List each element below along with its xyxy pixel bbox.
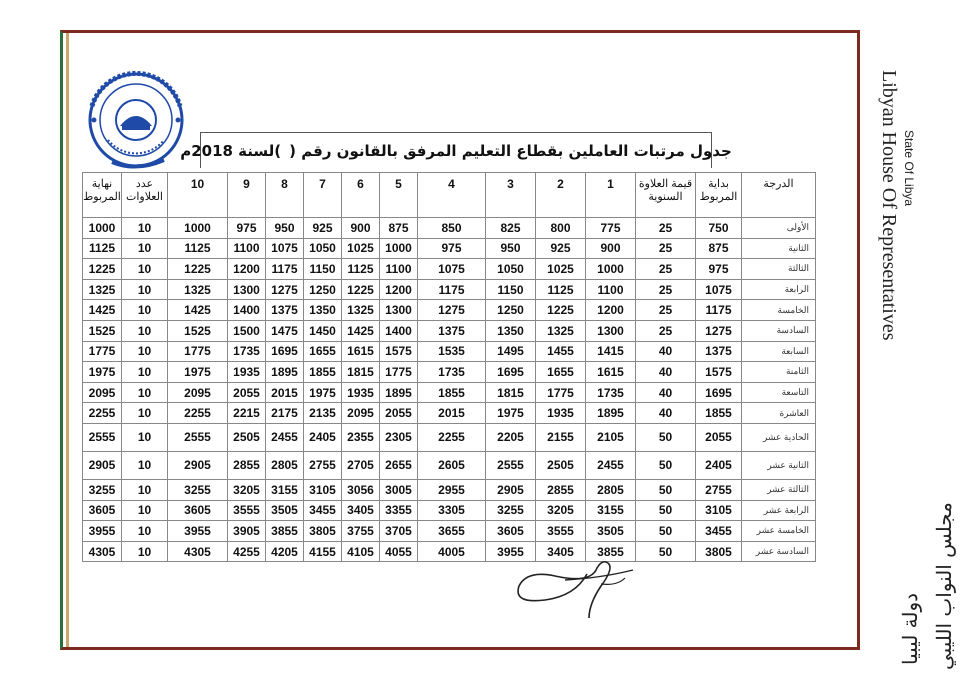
cell-step-3: 950	[486, 238, 536, 259]
cell-step-6: 4105	[342, 541, 380, 562]
cell-end: 1325	[83, 279, 122, 300]
cell-step-9: 2505	[228, 423, 266, 451]
table-row	[83, 403, 816, 424]
cell-step-1: 3855	[586, 541, 636, 562]
cell-step-2: 1455	[536, 341, 586, 362]
cell-step-8: 2015	[266, 382, 304, 403]
cell-step-1: 1415	[586, 341, 636, 362]
cell-start: 3455	[696, 521, 742, 542]
title-year: )لسنة 2018م	[180, 141, 282, 160]
table-row	[83, 541, 816, 562]
cell-raise: 25	[636, 238, 696, 259]
cell-step-7: 1975	[304, 382, 342, 403]
cell-start: 2055	[696, 423, 742, 451]
cell-step-7: 3105	[304, 479, 342, 500]
table-row	[83, 218, 816, 239]
cell-step-3: 1975	[486, 403, 536, 424]
cell-start: 1375	[696, 341, 742, 362]
signature-icon	[505, 556, 645, 622]
cell-end: 3955	[83, 521, 122, 542]
cell-count: 10	[122, 341, 168, 362]
table-header-row	[83, 173, 816, 218]
cell-step-1: 900	[586, 238, 636, 259]
cell-step-9: 1200	[228, 259, 266, 280]
cell-end: 2255	[83, 403, 122, 424]
cell-step-7: 3805	[304, 521, 342, 542]
header-raise: قيمة العلاوة السنوية	[636, 173, 696, 218]
cell-step-10: 1000	[168, 218, 228, 239]
header-english	[878, 40, 948, 341]
cell-step-3: 3255	[486, 500, 536, 521]
cell-raise: 50	[636, 521, 696, 542]
cell-step-2: 2155	[536, 423, 586, 451]
cell-step-7: 925	[304, 218, 342, 239]
cell-step-5: 2055	[380, 403, 418, 424]
cell-start: 3105	[696, 500, 742, 521]
cell-grade: الثامنة	[742, 362, 816, 383]
cell-step-9: 1400	[228, 300, 266, 321]
cell-step-10: 2905	[168, 451, 228, 479]
cell-step-1: 775	[586, 218, 636, 239]
header-count: عدد العلاوات	[122, 173, 168, 218]
cell-end: 1775	[83, 341, 122, 362]
cell-step-5: 3355	[380, 500, 418, 521]
cell-raise: 25	[636, 259, 696, 280]
cell-step-6: 1025	[342, 238, 380, 259]
cell-count: 10	[122, 300, 168, 321]
cell-step-10: 1525	[168, 320, 228, 341]
cell-start: 1575	[696, 362, 742, 383]
cell-step-4: 2955	[418, 479, 486, 500]
cell-step-1: 1200	[586, 300, 636, 321]
cell-step-9: 2215	[228, 403, 266, 424]
cell-step-6: 3755	[342, 521, 380, 542]
cell-start: 975	[696, 259, 742, 280]
cell-step-2: 1225	[536, 300, 586, 321]
cell-step-9: 3555	[228, 500, 266, 521]
cell-step-7: 1855	[304, 362, 342, 383]
cell-step-5: 1895	[380, 382, 418, 403]
cell-step-4: 850	[418, 218, 486, 239]
cell-grade: الرابعة عشر	[742, 500, 816, 521]
cell-step-9: 975	[228, 218, 266, 239]
cell-step-8: 3505	[266, 500, 304, 521]
cell-step-1: 1300	[586, 320, 636, 341]
table-row	[83, 238, 816, 259]
cell-start: 875	[696, 238, 742, 259]
cell-step-8: 3155	[266, 479, 304, 500]
cell-step-7: 1450	[304, 320, 342, 341]
cell-raise: 40	[636, 362, 696, 383]
cell-step-10: 1125	[168, 238, 228, 259]
cell-step-3: 1250	[486, 300, 536, 321]
cell-step-7: 3455	[304, 500, 342, 521]
cell-end: 2095	[83, 382, 122, 403]
cell-step-6: 1125	[342, 259, 380, 280]
cell-step-6: 3405	[342, 500, 380, 521]
cell-step-9: 1100	[228, 238, 266, 259]
cell-raise: 25	[636, 218, 696, 239]
cell-end: 1425	[83, 300, 122, 321]
cell-step-10: 4305	[168, 541, 228, 562]
cell-step-7: 2755	[304, 451, 342, 479]
cell-raise: 50	[636, 541, 696, 562]
cell-grade: الثانية عشر	[742, 451, 816, 479]
cell-step-4: 975	[418, 238, 486, 259]
table-row	[83, 341, 816, 362]
cell-step-6: 2095	[342, 403, 380, 424]
cell-step-9: 4255	[228, 541, 266, 562]
cell-grade: الأولى	[742, 218, 816, 239]
cell-grade: الرابعة	[742, 279, 816, 300]
cell-step-5: 1575	[380, 341, 418, 362]
cell-step-3: 1350	[486, 320, 536, 341]
cell-step-10: 1975	[168, 362, 228, 383]
table-row	[83, 479, 816, 500]
arabic-state-label: دولة ليبيا	[898, 592, 922, 665]
cell-step-8: 2455	[266, 423, 304, 451]
cell-step-4: 1535	[418, 341, 486, 362]
cell-step-1: 3505	[586, 521, 636, 542]
header-step-6: 6	[342, 173, 380, 218]
cell-step-10: 3255	[168, 479, 228, 500]
cell-grade: الخامسة عشر	[742, 521, 816, 542]
cell-count: 10	[122, 423, 168, 451]
cell-step-4: 2255	[418, 423, 486, 451]
cell-grade: السادسة	[742, 320, 816, 341]
header-grade: الدرجة	[742, 173, 816, 218]
cell-end: 1000	[83, 218, 122, 239]
cell-step-6: 1935	[342, 382, 380, 403]
cell-raise: 25	[636, 320, 696, 341]
cell-step-6: 2355	[342, 423, 380, 451]
cell-step-10: 2555	[168, 423, 228, 451]
cell-step-5: 3005	[380, 479, 418, 500]
table-title	[180, 132, 732, 168]
cell-step-4: 1275	[418, 300, 486, 321]
header-step-5: 5	[380, 173, 418, 218]
cell-step-4: 1375	[418, 320, 486, 341]
cell-step-4: 1175	[418, 279, 486, 300]
cell-grade: الثالثة عشر	[742, 479, 816, 500]
header-end: نهاية المربوط	[83, 173, 122, 218]
cell-step-8: 3855	[266, 521, 304, 542]
cell-start: 1175	[696, 300, 742, 321]
cell-raise: 40	[636, 382, 696, 403]
cell-start: 3805	[696, 541, 742, 562]
cell-end: 1125	[83, 238, 122, 259]
cell-grade: التاسعة	[742, 382, 816, 403]
cell-step-3: 1050	[486, 259, 536, 280]
cell-step-2: 1325	[536, 320, 586, 341]
cell-grade: الخامسة	[742, 300, 816, 321]
cell-step-8: 4205	[266, 541, 304, 562]
cell-start: 2405	[696, 451, 742, 479]
cell-step-4: 2605	[418, 451, 486, 479]
cell-step-2: 925	[536, 238, 586, 259]
cell-step-5: 1000	[380, 238, 418, 259]
cell-step-2: 2505	[536, 451, 586, 479]
cell-step-7: 1050	[304, 238, 342, 259]
cell-step-6: 2705	[342, 451, 380, 479]
header-step-9: 9	[228, 173, 266, 218]
cell-raise: 50	[636, 423, 696, 451]
cell-step-10: 1775	[168, 341, 228, 362]
cell-step-1: 1615	[586, 362, 636, 383]
cell-grade: الثانية	[742, 238, 816, 259]
cell-step-9: 1300	[228, 279, 266, 300]
header-arabic	[890, 480, 956, 680]
cell-step-9: 2855	[228, 451, 266, 479]
cell-step-1: 3155	[586, 500, 636, 521]
cell-step-8: 1475	[266, 320, 304, 341]
cell-step-9: 2055	[228, 382, 266, 403]
table-row	[83, 320, 816, 341]
cell-grade: الثالثة	[742, 259, 816, 280]
cell-step-6: 1815	[342, 362, 380, 383]
cell-step-9: 3205	[228, 479, 266, 500]
table-row	[83, 451, 816, 479]
header-step-7: 7	[304, 173, 342, 218]
cell-step-8: 1695	[266, 341, 304, 362]
header-start: بداية المربوط	[696, 173, 742, 218]
cell-step-4: 2015	[418, 403, 486, 424]
cell-step-8: 2805	[266, 451, 304, 479]
cell-step-3: 1495	[486, 341, 536, 362]
cell-raise: 40	[636, 341, 696, 362]
cell-count: 10	[122, 362, 168, 383]
cell-start: 1855	[696, 403, 742, 424]
cell-end: 4305	[83, 541, 122, 562]
cell-end: 3255	[83, 479, 122, 500]
cell-step-9: 3905	[228, 521, 266, 542]
cell-count: 10	[122, 238, 168, 259]
cell-step-10: 2095	[168, 382, 228, 403]
cell-count: 10	[122, 382, 168, 403]
cell-step-1: 2105	[586, 423, 636, 451]
cell-grade: العاشرة	[742, 403, 816, 424]
cell-step-3: 825	[486, 218, 536, 239]
cell-raise: 25	[636, 279, 696, 300]
cell-end: 1225	[83, 259, 122, 280]
cell-step-5: 1775	[380, 362, 418, 383]
cell-step-4: 3305	[418, 500, 486, 521]
table-row	[83, 362, 816, 383]
cell-step-7: 1350	[304, 300, 342, 321]
cell-end: 1525	[83, 320, 122, 341]
header-step-1: 1	[586, 173, 636, 218]
header-step-2: 2	[536, 173, 586, 218]
cell-raise: 50	[636, 500, 696, 521]
cell-count: 10	[122, 521, 168, 542]
cell-count: 10	[122, 541, 168, 562]
cell-step-6: 1225	[342, 279, 380, 300]
cell-step-6: 1615	[342, 341, 380, 362]
cell-count: 10	[122, 451, 168, 479]
cell-raise: 50	[636, 451, 696, 479]
cell-step-1: 1735	[586, 382, 636, 403]
cell-step-6: 1325	[342, 300, 380, 321]
cell-step-2: 1025	[536, 259, 586, 280]
cell-raise: 40	[636, 403, 696, 424]
cell-count: 10	[122, 479, 168, 500]
cell-step-5: 4055	[380, 541, 418, 562]
cell-start: 750	[696, 218, 742, 239]
cell-step-5: 2305	[380, 423, 418, 451]
cell-step-4: 1075	[418, 259, 486, 280]
cell-count: 10	[122, 320, 168, 341]
cell-step-3: 1815	[486, 382, 536, 403]
cell-step-2: 1935	[536, 403, 586, 424]
cell-step-6: 3056	[342, 479, 380, 500]
cell-step-10: 1425	[168, 300, 228, 321]
cell-end: 2905	[83, 451, 122, 479]
title-main: جدول مرتبات العاملين بقطاع التعليم المرفق بالقانون رقم (	[289, 141, 732, 160]
cell-count: 10	[122, 403, 168, 424]
cell-step-5: 1100	[380, 259, 418, 280]
cell-step-10: 3955	[168, 521, 228, 542]
cell-step-9: 1500	[228, 320, 266, 341]
cell-step-3: 3955	[486, 541, 536, 562]
cell-step-3: 2205	[486, 423, 536, 451]
cell-step-10: 2255	[168, 403, 228, 424]
cell-step-8: 950	[266, 218, 304, 239]
cell-start: 1075	[696, 279, 742, 300]
cell-step-2: 1125	[536, 279, 586, 300]
table-row	[83, 500, 816, 521]
cell-step-9: 1935	[228, 362, 266, 383]
cell-step-2: 3555	[536, 521, 586, 542]
cell-step-7: 4155	[304, 541, 342, 562]
cell-step-6: 1425	[342, 320, 380, 341]
cell-step-8: 1895	[266, 362, 304, 383]
cell-step-2: 1775	[536, 382, 586, 403]
cell-step-8: 1275	[266, 279, 304, 300]
cell-step-2: 800	[536, 218, 586, 239]
table-row	[83, 300, 816, 321]
cell-count: 10	[122, 259, 168, 280]
arabic-house-label: مجلس النواب الليبي	[932, 502, 956, 670]
cell-step-3: 1695	[486, 362, 536, 383]
cell-step-4: 1735	[418, 362, 486, 383]
cell-end: 1975	[83, 362, 122, 383]
cell-step-3: 1150	[486, 279, 536, 300]
cell-step-5: 1400	[380, 320, 418, 341]
table-row	[83, 423, 816, 451]
salary-table	[82, 172, 816, 562]
cell-raise: 50	[636, 479, 696, 500]
table-body	[83, 218, 816, 562]
cell-count: 10	[122, 500, 168, 521]
cell-step-1: 1000	[586, 259, 636, 280]
cell-start: 1695	[696, 382, 742, 403]
cell-step-10: 1225	[168, 259, 228, 280]
cell-step-3: 2905	[486, 479, 536, 500]
cell-step-5: 1300	[380, 300, 418, 321]
cell-grade: الحادية عشر	[742, 423, 816, 451]
cell-step-5: 3705	[380, 521, 418, 542]
cell-end: 3605	[83, 500, 122, 521]
header-step-4: 4	[418, 173, 486, 218]
cell-step-1: 2455	[586, 451, 636, 479]
cell-step-2: 3205	[536, 500, 586, 521]
cell-grade: السابعة	[742, 341, 816, 362]
cell-step-5: 875	[380, 218, 418, 239]
cell-step-9: 1735	[228, 341, 266, 362]
cell-step-1: 1895	[586, 403, 636, 424]
header-step-8: 8	[266, 173, 304, 218]
table-row	[83, 259, 816, 280]
cell-step-8: 1175	[266, 259, 304, 280]
cell-step-10: 3605	[168, 500, 228, 521]
cell-start: 2755	[696, 479, 742, 500]
cell-start: 1275	[696, 320, 742, 341]
cell-step-8: 1375	[266, 300, 304, 321]
cell-step-4: 3655	[418, 521, 486, 542]
cell-step-6: 900	[342, 218, 380, 239]
cell-step-8: 1075	[266, 238, 304, 259]
state-of-libya-label: State Of Libya	[902, 130, 916, 207]
cell-step-8: 2175	[266, 403, 304, 424]
header-step-10: 10	[168, 173, 228, 218]
cell-step-7: 1150	[304, 259, 342, 280]
table-row	[83, 382, 816, 403]
cell-step-5: 2655	[380, 451, 418, 479]
cell-raise: 25	[636, 300, 696, 321]
cell-step-4: 4005	[418, 541, 486, 562]
cell-step-7: 1655	[304, 341, 342, 362]
cell-step-10: 1325	[168, 279, 228, 300]
header-step-3: 3	[486, 173, 536, 218]
cell-count: 10	[122, 279, 168, 300]
cell-step-2: 3405	[536, 541, 586, 562]
table-row	[83, 279, 816, 300]
cell-step-2: 2855	[536, 479, 586, 500]
cell-step-2: 1655	[536, 362, 586, 383]
cell-step-7: 2405	[304, 423, 342, 451]
cell-end: 2555	[83, 423, 122, 451]
cell-step-7: 2135	[304, 403, 342, 424]
cell-step-3: 2555	[486, 451, 536, 479]
cell-count: 10	[122, 218, 168, 239]
cell-step-7: 1250	[304, 279, 342, 300]
cell-step-5: 1200	[380, 279, 418, 300]
cell-step-4: 1855	[418, 382, 486, 403]
house-of-representatives-label: Libyan House Of Representatives	[878, 70, 900, 341]
cell-grade: السادسة عشر	[742, 541, 816, 562]
table-row	[83, 521, 816, 542]
cell-step-1: 1100	[586, 279, 636, 300]
cell-step-1: 2805	[586, 479, 636, 500]
cell-step-3: 3605	[486, 521, 536, 542]
